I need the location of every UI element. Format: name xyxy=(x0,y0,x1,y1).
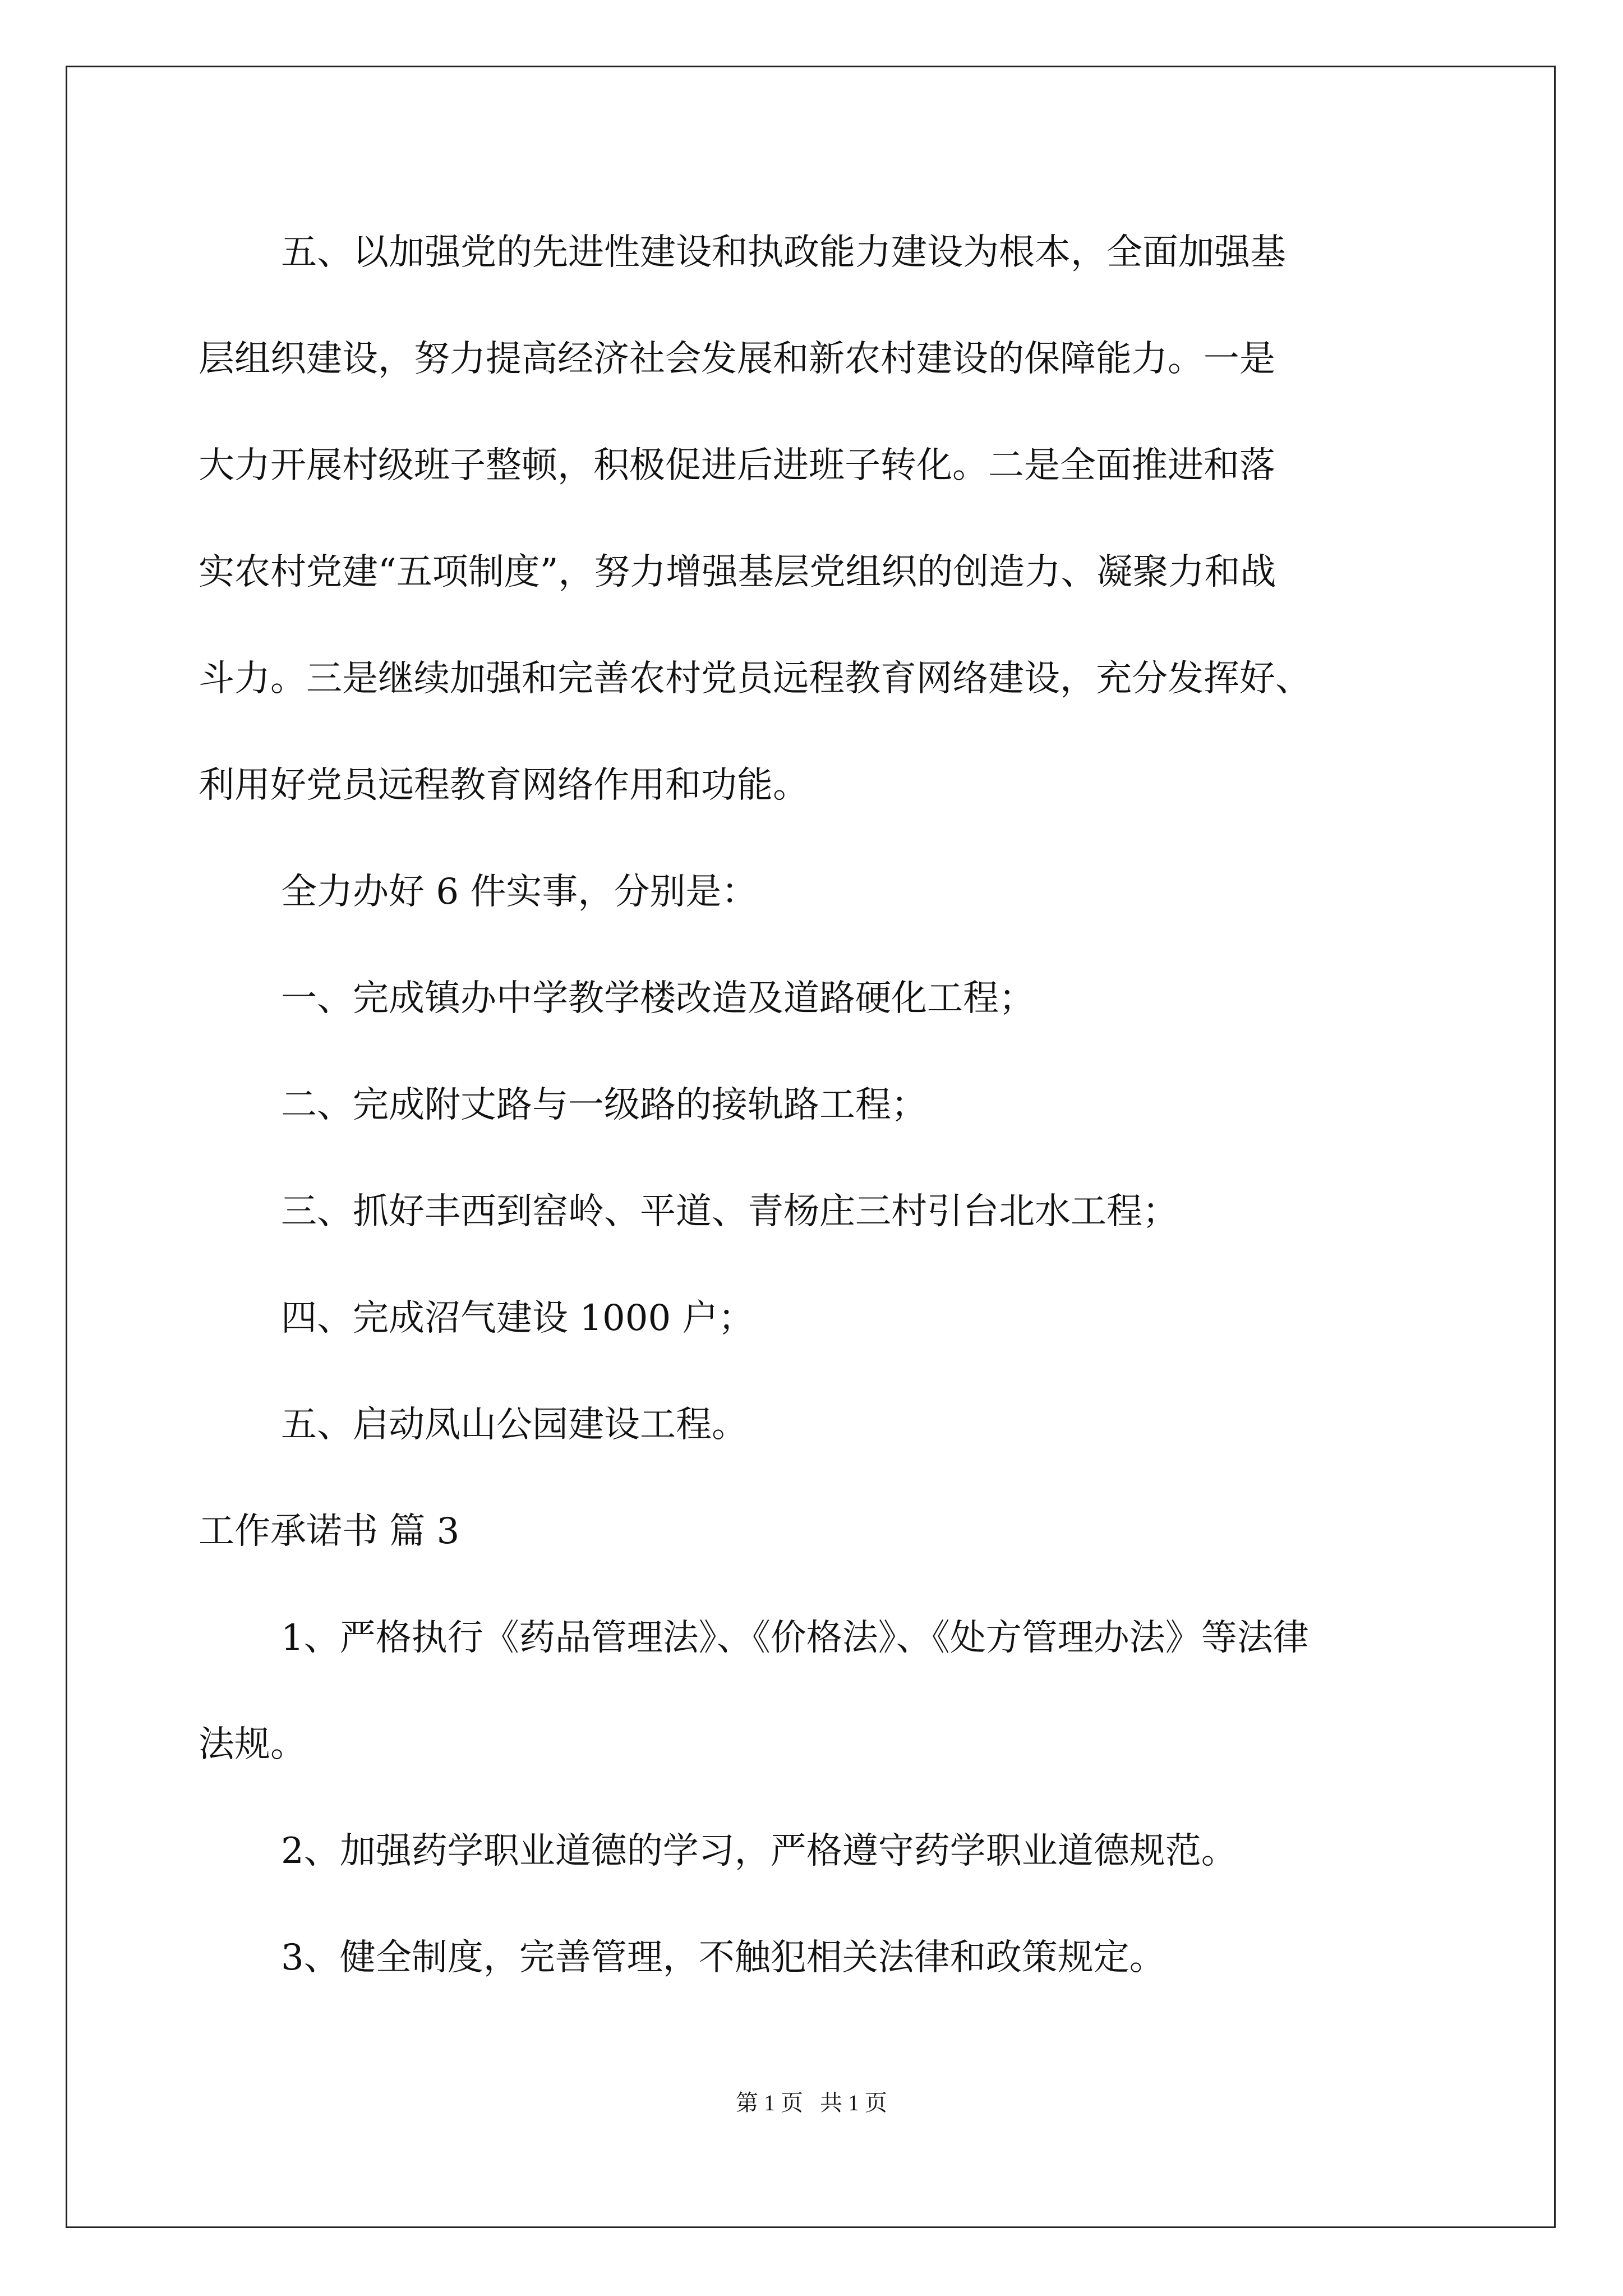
list-item: 三、抓好丰西到窑岭、平道、青杨庄三村引台北水工程； xyxy=(281,1191,1178,1232)
paragraph-line: 1、严格执行《药品管理法》、《价格法》、《处方管理办法》等法律 xyxy=(281,1617,1309,1659)
paragraph-line: 2、加强药学职业道德的学习，严格遵守药学职业道德规范。 xyxy=(281,1830,1237,1872)
section-heading: 工作承诺书 篇 3 xyxy=(199,1511,460,1552)
paragraph-line: 大力开展村级班子整顿，积极促进后进班子转化。二是全面推进和落 xyxy=(199,445,1275,486)
list-item: 二、完成附丈路与一级路的接轨路工程； xyxy=(281,1084,927,1126)
paragraph-line: 利用好党员远程教育网络作用和功能。 xyxy=(199,765,809,806)
paragraph-line: 斗力。三是继续加强和完善农村党员远程教育网络建设，充分发挥好、 xyxy=(199,658,1311,700)
list-item: 五、启动凤山公园建设工程。 xyxy=(281,1404,748,1446)
paragraph-line: 全力办好 6 件实事，分别是： xyxy=(281,871,758,913)
paragraph-line: 法规。 xyxy=(199,1724,306,1765)
paragraph-line: 实农村党建“五项制度”，努力增强基层党组织的创造力、凝聚力和战 xyxy=(199,551,1276,593)
page-footer: 第 1 页 共 1 页 xyxy=(736,2090,887,2115)
list-item: 四、完成沼气建设 1000 户； xyxy=(281,1297,754,1339)
paragraph-line: 五、以加强党的先进性建设和执政能力建设为根本，全面加强基 xyxy=(281,232,1286,273)
list-item: 一、完成镇办中学教学楼改造及道路硬化工程； xyxy=(281,978,1035,1019)
paragraph-line: 3、健全制度，完善管理，不触犯相关法律和政策规定。 xyxy=(281,1937,1165,1978)
page-border xyxy=(66,66,1556,2228)
paragraph-line: 层组织建设，努力提高经济社会发展和新农村建设的保障能力。一是 xyxy=(199,338,1275,380)
